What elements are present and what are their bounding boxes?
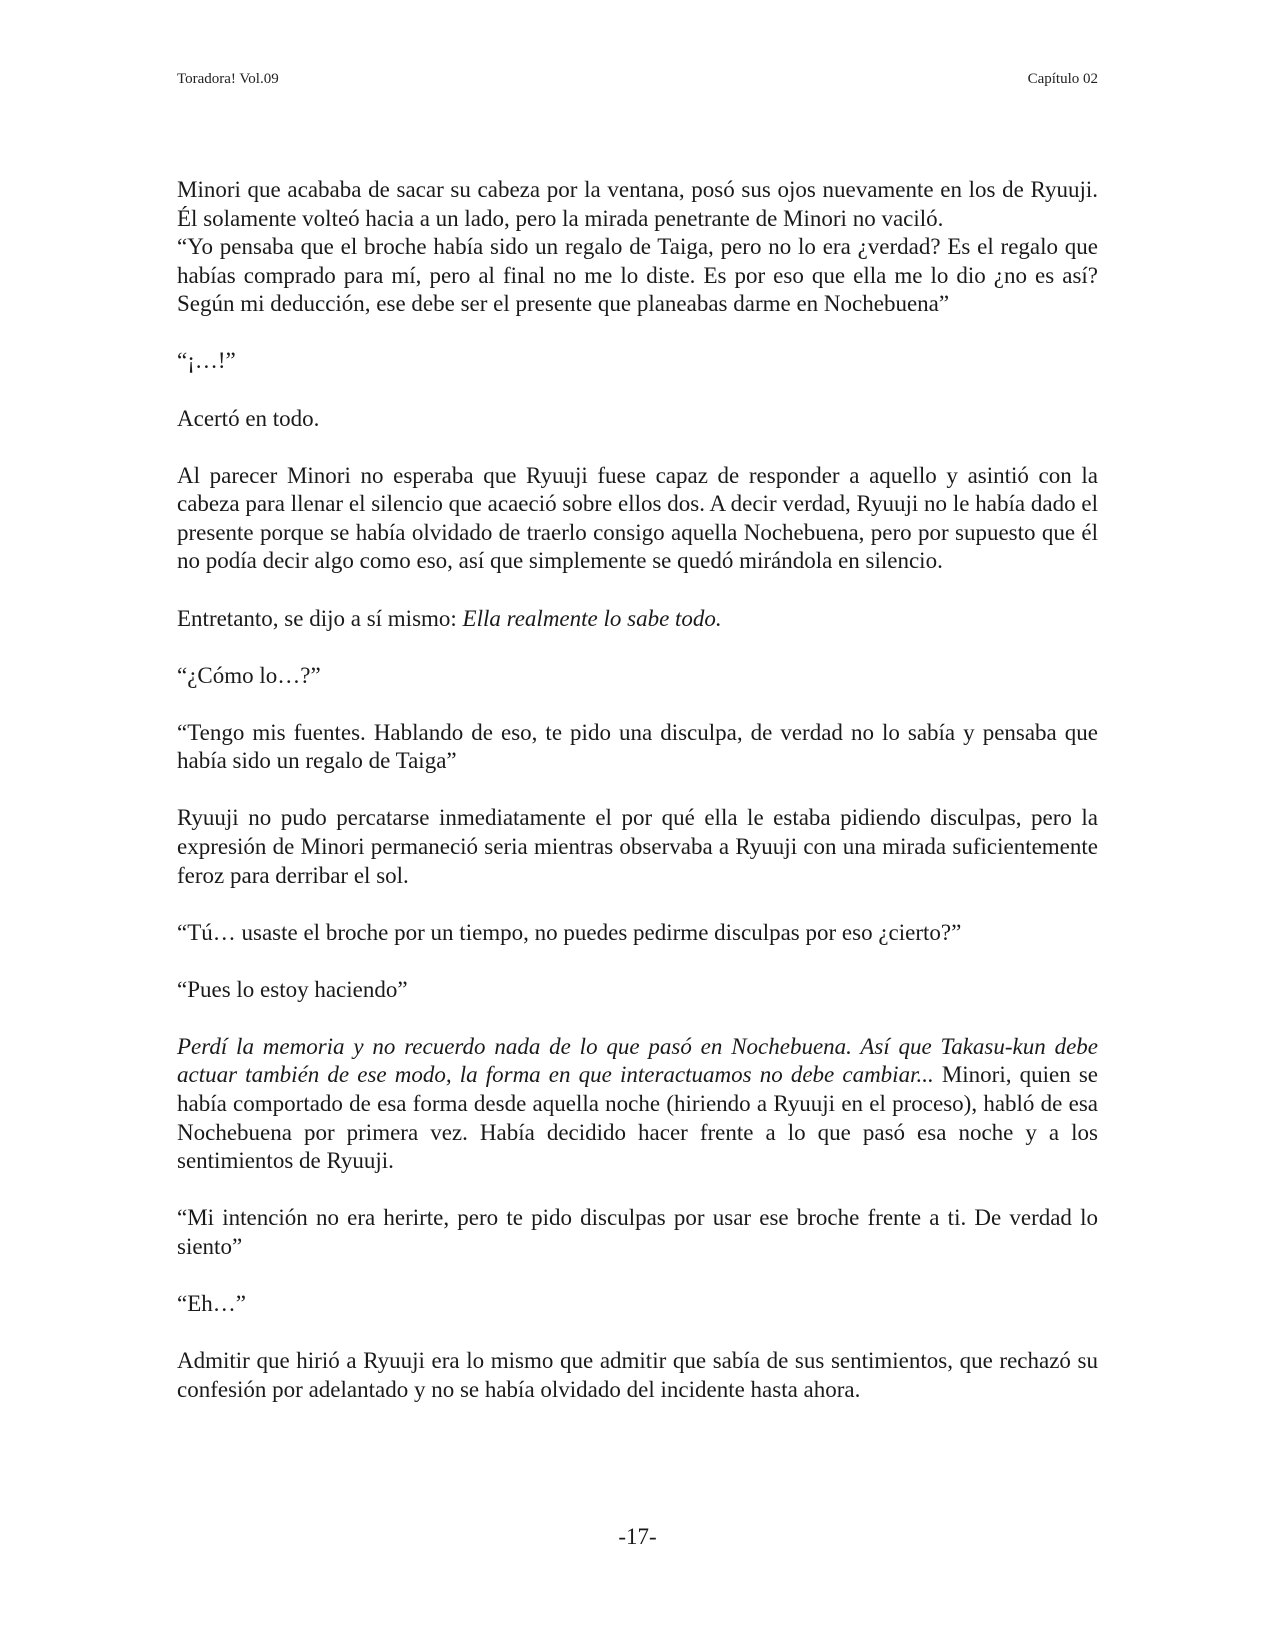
- paragraph-italic-text: Perdí la memoria y no recuerdo nada de lo que pasó en Nochebuena. Así que Takasu-kun debe actuar también de ese modo, la forma en que interactuamos no debe cambiar...: [177, 1033, 1098, 1088]
- paragraph-text: Minori, quien se había comportado de esa forma desde aquella noche (hiriendo a Ryuuji en el proceso), habló de esa Nochebuena por primera vez. Había decidido hacer frente a lo que pasó esa noche y a los sentimientos de Ryuuji.: [177, 1062, 1098, 1174]
- paragraph-text: Entretanto, se dijo a sí mismo:: [177, 605, 463, 631]
- paragraph: “¿Cómo lo…?”: [177, 662, 321, 688]
- paragraph-italic-text: Ella realmente lo sabe todo.: [462, 605, 722, 631]
- paragraph: “Mi intención no era herirte, pero te pido disculpas por usar ese broche frente a ti. De verdad lo siento”: [177, 1205, 1098, 1259]
- running-header-title: Toradora! Vol.09: [177, 71, 279, 87]
- running-header-chapter: Capítulo 02: [1027, 71, 1098, 87]
- paragraph: “Eh…”: [177, 1291, 246, 1317]
- paragraph: “Yo pensaba que el broche había sido un regalo de Taiga, pero no lo era ¿verdad? Es el regalo que habías comprado para mí, pero al final no me lo diste. Es por eso que ella me lo dio ¿no es así? Según mi deducción, ese debe ser el presente que planeabas darme en Nochebuena”: [177, 234, 1098, 317]
- paragraph: Minori que acababa de sacar su cabeza por la ventana, posó sus ojos nuevamente en los de Ryuuji. Él solamente volteó hacia a un lado, pero la mirada penetrante de Minori no vaciló.: [177, 177, 1098, 231]
- paragraph: “Tú… usaste el broche por un tiempo, no puedes pedirme disculpas por eso ¿cierto?”: [177, 919, 962, 945]
- paragraph: [177, 1033, 1098, 1176]
- paragraph: Ryuuji no pudo percatarse inmediatamente el por qué ella le estaba pidiendo disculpas, pero la expresión de Minori permaneció seria mientras observaba a Ryuuji con una mirada suficientemente feroz para derribar el sol.: [177, 805, 1098, 888]
- paragraph: “Tengo mis fuentes. Hablando de eso, te pido una disculpa, de verdad no lo sabía y pensaba que había sido un regalo de Taiga”: [177, 719, 1098, 774]
- page-number: -17-: [618, 1524, 657, 1549]
- paragraph: “¡…!”: [177, 348, 236, 374]
- paragraph: Admitir que hirió a Ryuuji era lo mismo que admitir que sabía de sus sentimientos, que rechazó su confesión por adelantado y no se había olvidado del incidente hasta ahora.: [177, 1348, 1098, 1402]
- paragraph: Al parecer Minori no esperaba que Ryuuji fuese capaz de responder a aquello y asintió con la cabeza para llenar el silencio que acaeció sobre ellos dos. A decir verdad, Ryuuji no le había dado el presente porque se había olvidado de traerlo consigo aquella Nochebuena, pero por supuesto que él no podía decir algo como eso, así que simplemente se quedó mirándola en silencio.: [177, 462, 1098, 574]
- page-body: [177, 176, 1098, 1433]
- paragraph: “Pues lo estoy haciendo”: [177, 976, 408, 1002]
- paragraph: [177, 605, 1098, 634]
- paragraph: Acertó en todo.: [177, 405, 320, 431]
